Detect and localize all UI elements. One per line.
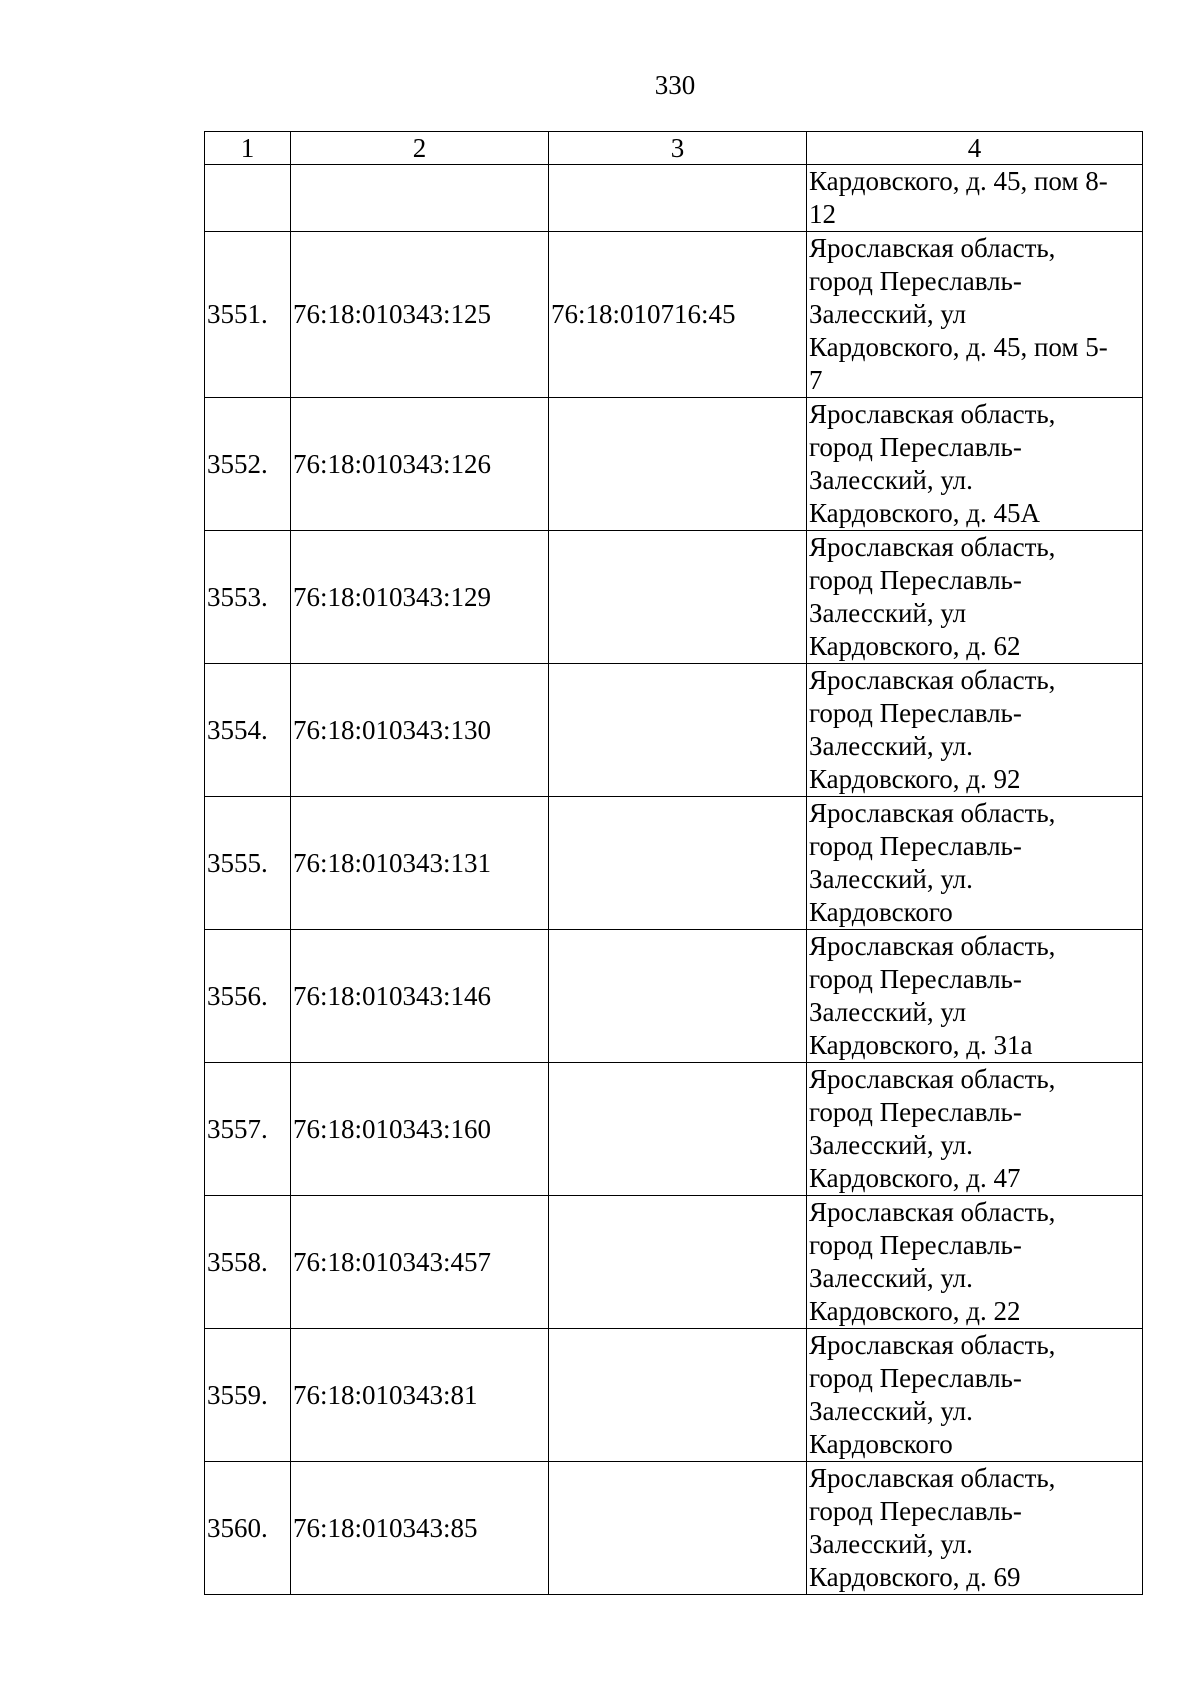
linked-number-cell bbox=[549, 1329, 807, 1462]
linked-number-cell bbox=[549, 398, 807, 531]
linked-number-cell bbox=[549, 531, 807, 664]
address-cell bbox=[807, 232, 1143, 398]
linked-number-cell: 76:18:010716:45 bbox=[549, 232, 807, 398]
address-line: Ярославская область, bbox=[809, 1330, 1056, 1360]
address-line: Кардовского, д. 22 bbox=[809, 1296, 1021, 1326]
address-line: 12 bbox=[809, 199, 836, 229]
address-line: город Переславль- bbox=[809, 1496, 1022, 1526]
address-cell bbox=[807, 930, 1143, 1063]
table-row bbox=[205, 930, 1143, 1063]
row-number-cell: 3558. bbox=[205, 1196, 291, 1329]
address-line: город Переславль- bbox=[809, 1097, 1022, 1127]
table-row bbox=[205, 398, 1143, 531]
column-header-3: 3 bbox=[549, 132, 807, 165]
row-number-cell: 3553. bbox=[205, 531, 291, 664]
address-cell bbox=[807, 797, 1143, 930]
cadastral-number-cell: 76:18:010343:81 bbox=[291, 1329, 549, 1462]
cadastral-number-cell: 76:18:010343:160 bbox=[291, 1063, 549, 1196]
address-line: Залесский, ул. bbox=[809, 731, 973, 761]
cadastral-number-cell: 76:18:010343:457 bbox=[291, 1196, 549, 1329]
column-header-2: 2 bbox=[291, 132, 549, 165]
table-row bbox=[205, 664, 1143, 797]
address-line: Залесский, ул. bbox=[809, 465, 973, 495]
address-cell bbox=[807, 398, 1143, 531]
row-number-cell: 3560. bbox=[205, 1462, 291, 1595]
cadastral-number-cell: 76:18:010343:85 bbox=[291, 1462, 549, 1595]
row-number-cell: 3559. bbox=[205, 1329, 291, 1462]
address-cell bbox=[807, 664, 1143, 797]
column-header-4: 4 bbox=[807, 132, 1143, 165]
cadastral-number-cell bbox=[291, 165, 549, 232]
address-line: Кардовского bbox=[809, 897, 953, 927]
linked-number-cell bbox=[549, 1063, 807, 1196]
address-line: Залесский, ул bbox=[809, 598, 967, 628]
address-line: город Переславль- bbox=[809, 1230, 1022, 1260]
address-cell bbox=[807, 1462, 1143, 1595]
address-line: город Переславль- bbox=[809, 266, 1022, 296]
table-row bbox=[205, 531, 1143, 664]
continuation-row bbox=[205, 165, 1143, 232]
address-line: город Переславль- bbox=[809, 565, 1022, 595]
address-line: Ярославская область, bbox=[809, 665, 1056, 695]
row-number-cell: 3554. bbox=[205, 664, 291, 797]
address-line: Кардовского, д. 69 bbox=[809, 1562, 1021, 1592]
row-number-cell bbox=[205, 165, 291, 232]
row-number-cell: 3551. bbox=[205, 232, 291, 398]
linked-number-cell bbox=[549, 930, 807, 1063]
address-line: город Переславль- bbox=[809, 831, 1022, 861]
address-line: Залесский, ул. bbox=[809, 1263, 973, 1293]
address-line: город Переславль- bbox=[809, 432, 1022, 462]
row-number-cell: 3557. bbox=[205, 1063, 291, 1196]
table-header-row bbox=[205, 132, 1143, 165]
table-row bbox=[205, 1196, 1143, 1329]
cadastral-number-cell: 76:18:010343:130 bbox=[291, 664, 549, 797]
address-line: Ярославская область, bbox=[809, 399, 1056, 429]
address-line: Залесский, ул. bbox=[809, 864, 973, 894]
table-row bbox=[205, 1329, 1143, 1462]
address-line: Кардовского, д. 31а bbox=[809, 1030, 1033, 1060]
linked-number-cell bbox=[549, 1462, 807, 1595]
registry-table-body bbox=[205, 132, 1143, 1595]
cadastral-number-cell: 76:18:010343:129 bbox=[291, 531, 549, 664]
table-row bbox=[205, 1462, 1143, 1595]
address-line: Кардовского, д. 45, пом 5- bbox=[809, 332, 1108, 362]
address-line: город Переславль- bbox=[809, 698, 1022, 728]
address-line: Ярославская область, bbox=[809, 233, 1056, 263]
address-line: Залесский, ул. bbox=[809, 1396, 973, 1426]
linked-number-cell bbox=[549, 165, 807, 232]
address-line: Ярославская область, bbox=[809, 532, 1056, 562]
address-line: Кардовского, д. 45А bbox=[809, 498, 1040, 528]
address-line: Ярославская область, bbox=[809, 1463, 1056, 1493]
address-cell bbox=[807, 1196, 1143, 1329]
address-line: Ярославская область, bbox=[809, 1064, 1056, 1094]
address-line: Залесский, ул. bbox=[809, 1529, 973, 1559]
address-line: Ярославская область, bbox=[809, 1197, 1056, 1227]
row-number-cell: 3555. bbox=[205, 797, 291, 930]
column-header-1: 1 bbox=[205, 132, 291, 165]
address-line: Ярославская область, bbox=[809, 931, 1056, 961]
cadastral-number-cell: 76:18:010343:131 bbox=[291, 797, 549, 930]
address-line: город Переславль- bbox=[809, 964, 1022, 994]
address-line: Залесский, ул bbox=[809, 299, 967, 329]
address-line: Кардовского, д. 47 bbox=[809, 1163, 1021, 1193]
table-row bbox=[205, 232, 1143, 398]
address-line: Ярославская область, bbox=[809, 798, 1056, 828]
address-line: город Переславль- bbox=[809, 1363, 1022, 1393]
row-number-cell: 3556. bbox=[205, 930, 291, 1063]
address-line: Кардовского bbox=[809, 1429, 953, 1459]
cadastral-number-cell: 76:18:010343:125 bbox=[291, 232, 549, 398]
linked-number-cell bbox=[549, 797, 807, 930]
cadastral-number-cell: 76:18:010343:146 bbox=[291, 930, 549, 1063]
address-cell bbox=[807, 165, 1143, 232]
address-cell bbox=[807, 531, 1143, 664]
address-line: Кардовского, д. 45, пом 8- bbox=[809, 166, 1108, 196]
address-line: Залесский, ул bbox=[809, 997, 967, 1027]
table-row bbox=[205, 1063, 1143, 1196]
cadastral-number-cell: 76:18:010343:126 bbox=[291, 398, 549, 531]
address-cell bbox=[807, 1063, 1143, 1196]
linked-number-cell bbox=[549, 664, 807, 797]
row-number-cell: 3552. bbox=[205, 398, 291, 531]
address-line: Кардовского, д. 92 bbox=[809, 764, 1021, 794]
linked-number-cell bbox=[549, 1196, 807, 1329]
table-row bbox=[205, 797, 1143, 930]
registry-table bbox=[204, 131, 1143, 1595]
address-cell bbox=[807, 1329, 1143, 1462]
page-number: 330 bbox=[654, 70, 696, 100]
address-line: Кардовского, д. 62 bbox=[809, 631, 1021, 661]
address-line: 7 bbox=[809, 365, 823, 395]
address-line: Залесский, ул. bbox=[809, 1130, 973, 1160]
